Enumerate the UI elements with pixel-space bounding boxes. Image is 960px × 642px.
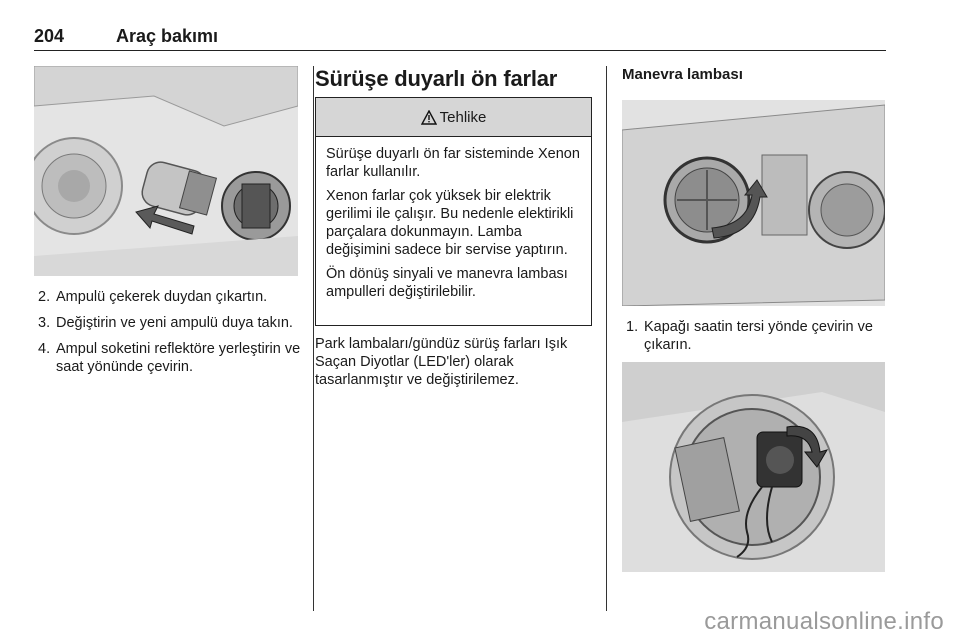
column-divider-left [313,66,314,611]
cover-steps-list [622,318,884,362]
list-item: 2. Ampulü çekerek duydan çıkartın. [38,289,268,305]
chapter-title: Araç bakımı [116,26,219,46]
section-title: Sürüşe duyarlı ön farlar [315,66,558,91]
list-item: 4. Ampul soketini reflektöre yerleştirin ve saat yönünde çevirin. [38,341,301,375]
danger-header [316,98,591,137]
danger-box [315,97,592,326]
bulb-holder-figure [622,362,885,572]
subsection-title: Manevra lambası [622,66,743,83]
led-paragraph: Park lambaları/gündüz sürüş farları Işık Saçan Diyotlar (LED'ler) olarak tasarlanmıştır ve değiştirilemez. [315,336,568,388]
headlamp-cover-figure [622,100,885,306]
danger-body [316,137,591,301]
danger-paragraph: Ön dönüş sinyali ve manevra lambası ampulleri değiştirilebilir. [326,266,568,300]
watermark: carmanualsonline.info [704,608,944,635]
warning-triangle-icon [421,110,437,125]
list-item: 3. Değiştirin ve yeni ampulü duya takın. [38,315,293,331]
danger-paragraph: Sürüşe duyarlı ön far sisteminde Xenon farlar kullanılır. [326,146,580,180]
bulb-socket-figure [34,66,298,276]
column-divider-right [606,66,607,611]
danger-paragraph: Xenon farlar çok yüksek bir elektrik gerilimi ile çalışır. Bu nedenle elektirikli parçalara dokunmayın. Lamba değişimini sadece bir servise yaptırın. [326,188,574,258]
removal-steps-list [34,288,304,384]
danger-title: Tehlike [439,108,487,126]
list-item: 1. Kapağı saatin tersi yönde çevirin ve çıkarın. [626,319,873,353]
page-number: 204 [34,26,65,46]
page-header [34,24,886,51]
